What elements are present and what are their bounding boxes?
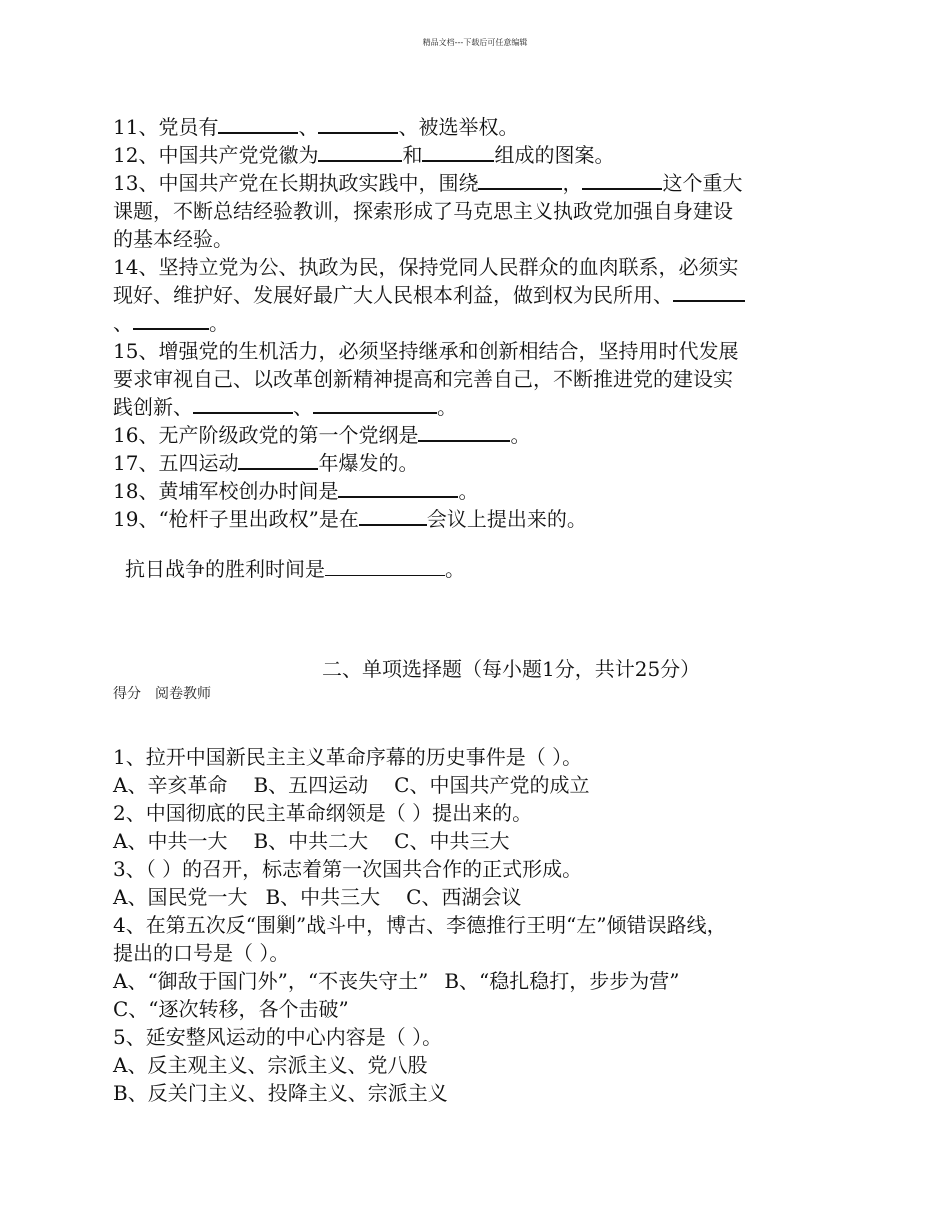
page-header-note: 精品文档---下载后可任意编辑: [422, 38, 528, 47]
score-label: 得分: [113, 686, 141, 702]
question-text: 16、无产阶级政党的第一个党纲是: [113, 423, 419, 447]
answer-blank[interactable]: [359, 506, 427, 526]
question-text: 。: [437, 395, 457, 419]
answer-blank[interactable]: [422, 142, 494, 162]
answer-blank[interactable]: [478, 170, 562, 190]
question-text: 课题，不断总结经验教训，探索形成了马克思主义执政党加强自身建设: [113, 199, 733, 223]
answer-blank[interactable]: [193, 394, 293, 414]
option-c: C、中共三大: [394, 829, 510, 853]
mc-question-5: 5、延安整风运动的中心内容是（ ）。: [113, 1025, 443, 1049]
question-text: 12、中国共产党党徽为: [113, 143, 319, 167]
option-a: A、“御敌于国门外”，“不丧失守土”: [113, 969, 429, 993]
answer-blank[interactable]: [673, 282, 745, 302]
answer-blank[interactable]: [318, 114, 398, 134]
question-text: 、: [298, 115, 319, 139]
answer-blank[interactable]: [238, 450, 318, 470]
question-11: [113, 113, 843, 141]
question-text: 。: [209, 311, 229, 335]
question-14: 14、坚持立党为公、执政为民，保持党同人民群众的血肉联系，必须实: [113, 255, 739, 279]
question-text: 组成的图案。: [494, 143, 615, 167]
option-c: C、中国共产党的成立: [394, 773, 590, 797]
option-b: B、五四运动: [253, 773, 369, 797]
question-text: 践创新、: [113, 395, 193, 419]
question-16: [113, 421, 843, 449]
question-12: [113, 141, 843, 169]
option-a: A、辛亥革命: [113, 773, 228, 797]
fill-in-section: [113, 113, 843, 583]
mc-options-3: [113, 883, 843, 911]
question-18: [113, 477, 843, 505]
question-19: [113, 505, 843, 533]
mc-options-2: [113, 827, 843, 855]
question-14-cont: [113, 281, 843, 309]
question-text: 。: [445, 557, 465, 581]
option-b: B、反关门主义、投降主义、宗派主义: [113, 1081, 448, 1105]
question-20: [113, 555, 843, 583]
option-a: A、国民党一大: [113, 885, 248, 909]
answer-blank[interactable]: [313, 394, 437, 414]
multiple-choice-section: [113, 743, 843, 1107]
option-b: B、“稳扎稳打，步步为营”: [444, 969, 680, 993]
question-text: 、: [113, 311, 133, 335]
question-13: [113, 169, 843, 197]
answer-blank[interactable]: [325, 557, 445, 576]
mc-question-4: 4、在第五次反“围剿”战斗中，博古、李德推行王明“左”倾错误路线，: [113, 913, 727, 937]
question-text: 这个重大: [662, 171, 743, 195]
score-row: [113, 683, 225, 703]
question-text: 13、中国共产党在长期执政实践中，围绕: [113, 171, 479, 195]
question-text: ，: [562, 171, 583, 195]
question-17: [113, 449, 843, 477]
answer-blank[interactable]: [418, 422, 510, 442]
question-text: 18、黄埔军校创办时间是: [113, 479, 339, 503]
mc-options-1: [113, 771, 843, 799]
spacer: [113, 533, 843, 555]
question-15-end: [113, 393, 843, 421]
question-text: 年爆发的。: [318, 451, 419, 475]
mc-question-2: 2、中国彻底的民主革命纲领是（ ）提出来的。: [113, 801, 533, 825]
option-a: A、中共一大: [113, 829, 228, 853]
teacher-label: 阅卷教师: [155, 686, 211, 702]
question-text: 抗日战争的胜利时间是: [125, 557, 325, 581]
question-text: 要求审视自己、以改革创新精神提高和完善自己，不断推进党的建设实: [113, 367, 733, 391]
mc-question-3: 3、（ ）的召开，标志着第一次国共合作的正式形成。: [113, 857, 583, 881]
question-14-end: [113, 309, 843, 337]
question-text: 会议上提出来的。: [426, 507, 587, 531]
answer-blank[interactable]: [582, 170, 662, 190]
answer-blank[interactable]: [133, 310, 209, 330]
question-text: 17、五四运动: [113, 451, 239, 475]
question-text: 、: [293, 395, 313, 419]
question-text: 、被选举权。: [398, 115, 519, 139]
answer-blank[interactable]: [218, 114, 298, 134]
option-c: C、“逐次转移，各个击破”: [113, 997, 349, 1021]
question-text: 和: [402, 143, 423, 167]
question-text: 。: [458, 479, 479, 503]
question-text: 现好、维护好、发展好最广大人民根本利益，做到权为民所用、: [113, 283, 673, 307]
mc-options-4: [113, 967, 843, 995]
answer-blank[interactable]: [318, 142, 402, 162]
question-text: 的基本经验。: [113, 227, 233, 251]
answer-blank[interactable]: [338, 478, 458, 498]
option-b: B、中共三大: [265, 885, 381, 909]
question-15: 15、增强党的生机活力，必须坚持继承和创新相结合，坚持用时代发展: [113, 339, 739, 363]
section-title: 二、单项选择题（每小题1分，共计25分）: [322, 657, 701, 681]
mc-question-4-cont: 提出的口号是（ ）。: [113, 941, 290, 965]
question-text: 11、党员有: [113, 115, 219, 139]
option-c: C、西湖会议: [406, 885, 522, 909]
mc-question-1: 1、拉开中国新民主主义革命序幕的历史事件是（ ）。: [113, 745, 583, 769]
question-text: 19、“枪杆子里出政权”是在: [113, 507, 359, 531]
option-a: A、反主观主义、宗派主义、党八股: [113, 1053, 428, 1077]
option-b: B、中共二大: [253, 829, 369, 853]
question-text: 。: [510, 423, 531, 447]
